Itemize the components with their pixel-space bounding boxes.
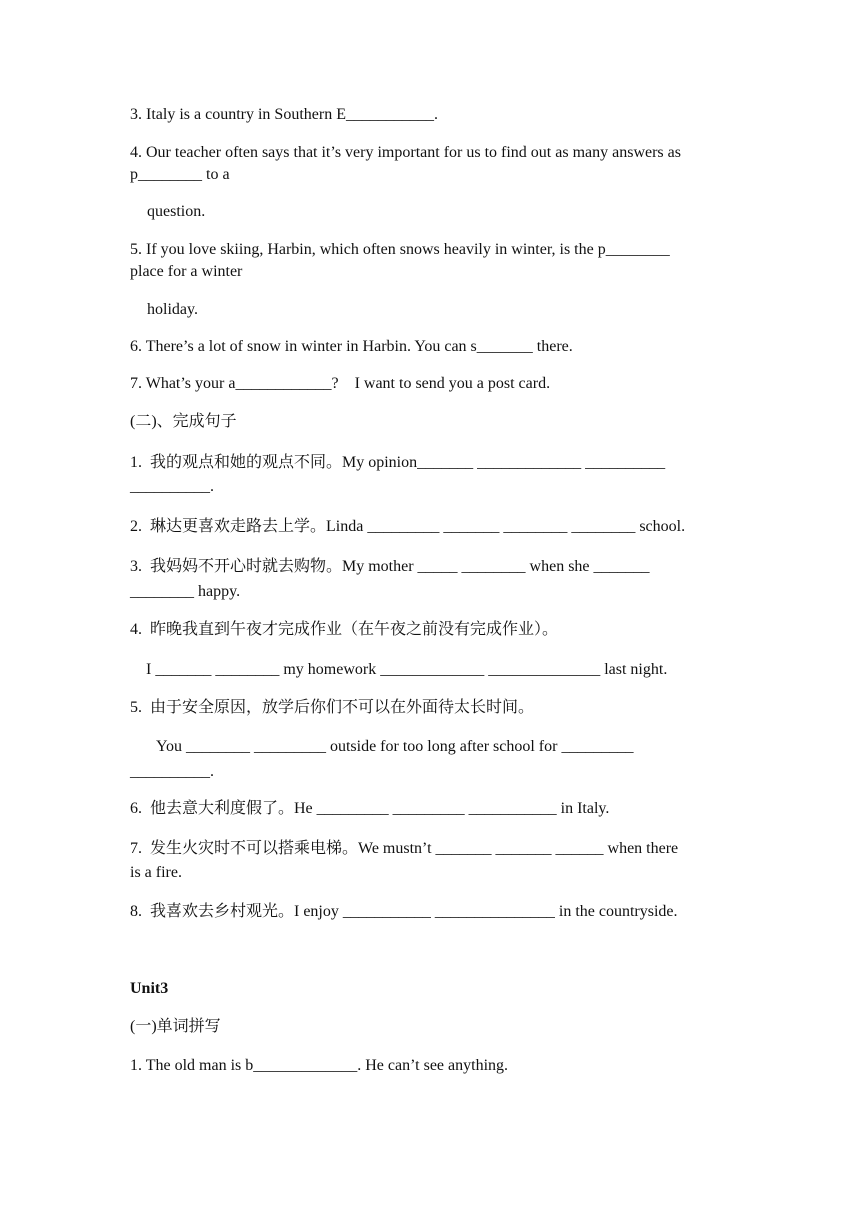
item-3-italy: 3. Italy is a country in Southern E___________. (130, 106, 438, 123)
sentence-8: 8. 我喜欢去乡村观光。I enjoy ___________ _______________ in the countryside. (130, 903, 678, 920)
unit-3-heading: Unit3 (130, 980, 169, 997)
sentence-4-chinese: 4. 昨晚我直到午夜才完成作业（在午夜之前没有完成作业）。 (130, 621, 559, 638)
sentence-2: 2. 琳达更喜欢走路去上学。Linda _________ _______ ________ ________ school. (130, 518, 686, 535)
sentence-3-line-1: 3. 我妈妈不开心时就去购物。My mother _____ ________ when she _______ (130, 558, 650, 575)
item-5-line-2: place for a winter (130, 263, 243, 280)
unit3-item-1: 1. The old man is b_____________. He can’t see anything. (130, 1057, 509, 1074)
sentence-5-english-line-2: __________. (130, 763, 214, 780)
sentence-1-line-2: __________. (130, 478, 214, 495)
item-4-line-3: question. (147, 203, 206, 220)
item-5-line-3: holiday. (147, 301, 198, 318)
item-6-snow: 6. There’s a lot of snow in winter in Harbin. You can s_______ there. (130, 338, 573, 355)
sentence-3-line-2: ________ happy. (130, 583, 241, 600)
sentence-7-line-2: is a fire. (130, 864, 182, 881)
item-4-line-1: 4. Our teacher often says that it’s very important for us to find out as many answers as (130, 144, 681, 161)
sentence-5-english-line-1: You ________ _________ outside for too long after school for _________ (156, 738, 634, 755)
item-4-line-2: p________ to a (130, 166, 230, 183)
sentence-5-chinese: 5. 由于安全原因，放学后你们不可以在外面待太长时间。 (130, 699, 535, 716)
sentence-6: 6. 他去意大利度假了。He _________ _________ ___________ in Italy. (130, 800, 610, 817)
section-word-spelling-heading: (一)单词拼写 (130, 1018, 221, 1035)
sentence-7-line-1: 7. 发生火灾时不可以搭乘电梯。We mustn’t _______ _______ ______ when there (130, 840, 679, 857)
item-5-line-1: 5. If you love skiing, Harbin, which often snows heavily in winter, is the p________ (130, 241, 670, 258)
sentence-4-english: I _______ ________ my homework _____________ ______________ last night. (146, 661, 668, 678)
sentence-1-line-1: 1. 我的观点和她的观点不同。My opinion_______ _____________ __________ (130, 454, 666, 471)
section-complete-sentences-heading: (二)、完成句子 (130, 413, 237, 430)
item-7-address: 7. What’s your a____________? I want to send you a post card. (130, 375, 551, 392)
